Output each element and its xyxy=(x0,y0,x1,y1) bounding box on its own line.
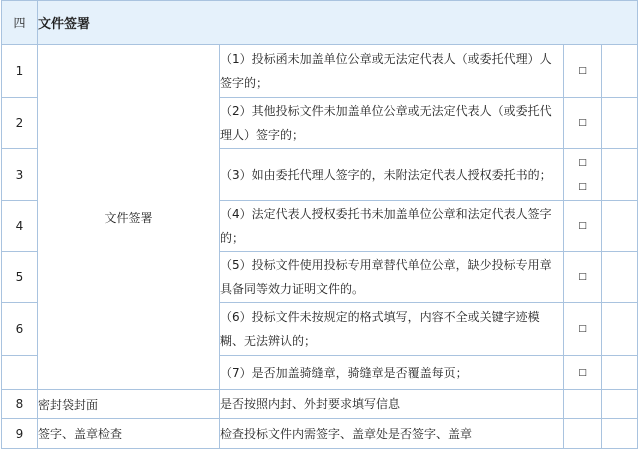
checkbox-cell xyxy=(564,45,602,98)
evaluation-table xyxy=(1,0,638,449)
checkbox[interactable]: □ xyxy=(578,66,587,76)
row-number: 4 xyxy=(2,201,38,252)
requirement-text: （1）投标函未加盖单位公章或无法定代表人（或委托代理）人签字的； xyxy=(220,45,564,98)
table-row xyxy=(2,45,638,98)
row-number xyxy=(2,356,38,390)
empty-cell xyxy=(564,419,602,449)
group-label: 文件签署 xyxy=(38,45,220,390)
checkbox[interactable]: □ xyxy=(578,118,587,128)
section-number: 四 xyxy=(2,1,38,45)
checkbox[interactable]: □ xyxy=(578,157,587,168)
row-label: 密封袋封面 xyxy=(38,390,220,419)
row-number: 6 xyxy=(2,303,38,356)
empty-cell xyxy=(602,390,638,419)
checkbox[interactable]: □ xyxy=(578,324,587,334)
checkbox[interactable]: □ xyxy=(578,221,587,231)
section-header-row xyxy=(2,1,638,45)
checkbox[interactable]: □ xyxy=(578,181,587,192)
section-title: 文件签署 xyxy=(38,1,638,45)
row-number: 8 xyxy=(2,390,38,419)
requirement-text: （4）法定代表人授权委托书未加盖单位公章和法定代表人签字的； xyxy=(220,201,564,252)
table-row xyxy=(2,419,638,449)
checkbox-cell xyxy=(564,149,602,201)
table-row xyxy=(2,390,638,419)
empty-cell xyxy=(602,356,638,390)
empty-cell xyxy=(602,149,638,201)
row-label: 签字、盖章检查 xyxy=(38,419,220,449)
row-number: 9 xyxy=(2,419,38,449)
empty-cell xyxy=(602,303,638,356)
checkbox[interactable]: □ xyxy=(578,272,587,282)
requirement-text: （5）投标文件使用投标专用章替代单位公章，缺少投标专用章具备同等效力证明文件的。 xyxy=(220,252,564,303)
requirement-text: 是否按照内封、外封要求填写信息 xyxy=(220,390,564,419)
requirement-text: 检查投标文件内需签字、盖章处是否签字、盖章 xyxy=(220,419,564,449)
empty-cell xyxy=(602,45,638,98)
requirement-text: （6）投标文件未按规定的格式填写，内容不全或关键字迹模糊、无法辨认的； xyxy=(220,303,564,356)
row-number: 5 xyxy=(2,252,38,303)
checkbox-cell xyxy=(564,98,602,149)
requirement-text: （7）是否加盖骑缝章，骑缝章是否覆盖每页； xyxy=(220,356,564,390)
requirement-text: （2）其他投标文件未加盖单位公章或无法定代表人（或委托代理人）签字的； xyxy=(220,98,564,149)
requirement-text: （3）如由委托代理人签字的，未附法定代表人授权委托书的； xyxy=(220,149,564,201)
empty-cell xyxy=(602,201,638,252)
checkbox-cell xyxy=(564,252,602,303)
row-number: 3 xyxy=(2,149,38,201)
empty-cell xyxy=(602,252,638,303)
checkbox-cell xyxy=(564,356,602,390)
empty-cell xyxy=(602,98,638,149)
checkbox-cell xyxy=(564,201,602,252)
empty-cell xyxy=(602,419,638,449)
checkbox[interactable]: □ xyxy=(578,367,587,378)
empty-cell xyxy=(564,390,602,419)
checkbox-cell xyxy=(564,303,602,356)
row-number: 2 xyxy=(2,98,38,149)
row-number: 1 xyxy=(2,45,38,98)
